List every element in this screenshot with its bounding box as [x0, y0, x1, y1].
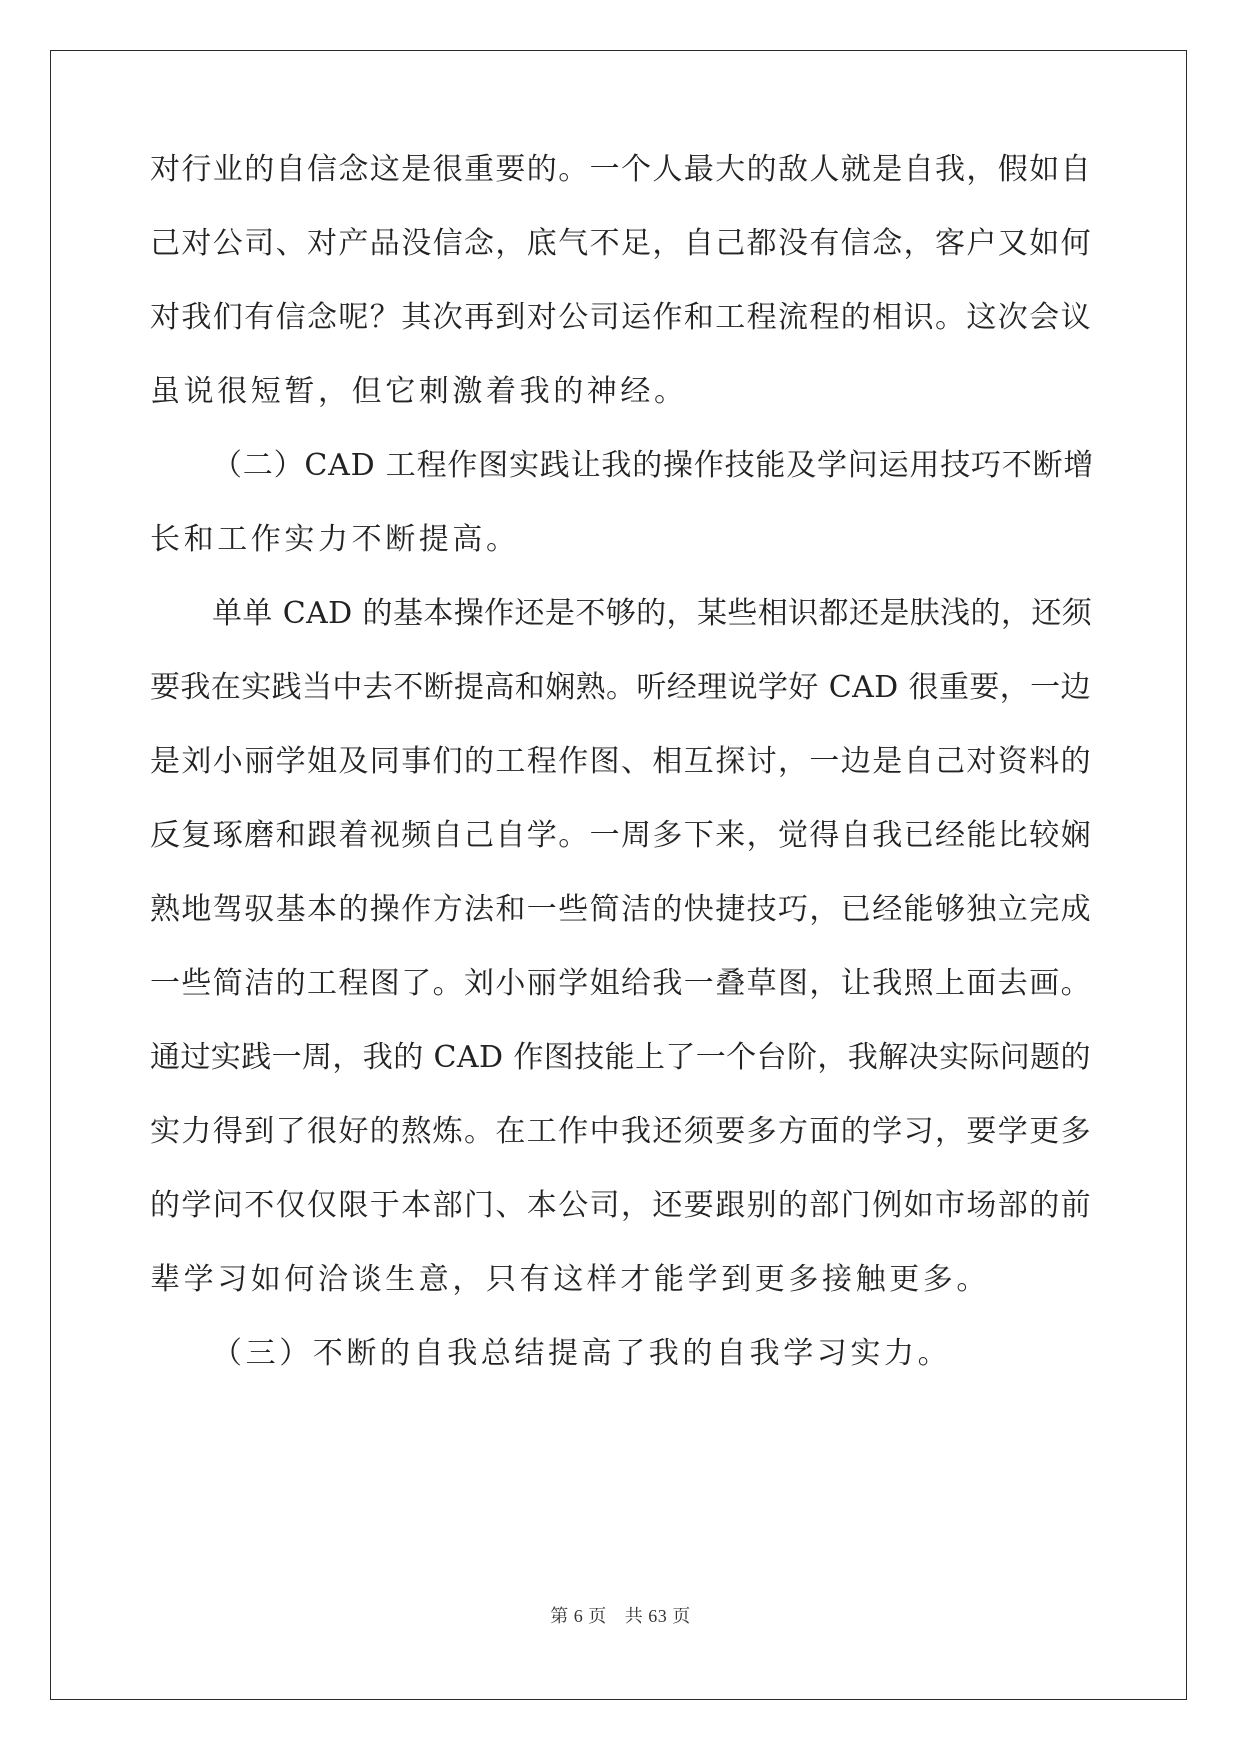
body-text-line: 反复琢磨和跟着视频自己自学。一周多下来，觉得自我已经能比较娴	[150, 818, 1092, 853]
page-number: 第 6 页	[550, 1606, 607, 1626]
page-footer	[0, 1604, 1241, 1628]
section-heading-line: （三）不断的自我总结提高了我的自我学习实力。	[212, 1336, 952, 1371]
body-text-line: 一些简洁的工程图了。刘小丽学姐给我一叠草图，让我照上面去画。	[150, 966, 1092, 1001]
body-text-line: 实力得到了很好的熬炼。在工作中我还须要多方面的学习，要学更多	[150, 1114, 1092, 1149]
body-text-line: 己对公司、对产品没信念，底气不足，自己都没有信念，客户又如何	[150, 226, 1092, 261]
body-text-line: 对行业的自信念这是很重要的。一个人最大的敌人就是自我，假如自	[150, 152, 1092, 187]
section-heading-line: 长和工作实力不断提高。	[150, 522, 520, 557]
body-text-line: 的学问不仅仅限于本部门、本公司，还要跟别的部门例如市场部的前	[150, 1188, 1092, 1223]
body-text-line: 对我们有信念呢？其次再到对公司运作和工程流程的相识。这次会议	[150, 300, 1092, 335]
body-text-line: 虽说很短暂，但它刺激着我的神经。	[150, 374, 688, 409]
body-text-line: 是刘小丽学姐及同事们的工程作图、相互探讨，一边是自己对资料的	[150, 744, 1092, 779]
body-text-line: 通过实践一周，我的 CAD 作图技能上了一个台阶，我解决实际问题的	[150, 1040, 1091, 1075]
page-border	[50, 50, 1187, 1700]
body-text-line: 辈学习如何洽谈生意，只有这样才能学到更多接触更多。	[150, 1262, 990, 1297]
body-text-line: 要我在实践当中去不断提高和娴熟。听经理说学好 CAD 很重要，一边	[150, 670, 1091, 705]
section-heading-line: （二）CAD 工程作图实践让我的操作技能及学问运用技巧不断增	[212, 448, 1095, 483]
body-text-line: 熟地驾驭基本的操作方法和一些简洁的快捷技巧，已经能够独立完成	[150, 892, 1092, 927]
page-total: 共 63 页	[624, 1606, 691, 1626]
body-text-line: 单单 CAD 的基本操作还是不够的，某些相识都还是肤浅的，还须	[212, 596, 1093, 631]
